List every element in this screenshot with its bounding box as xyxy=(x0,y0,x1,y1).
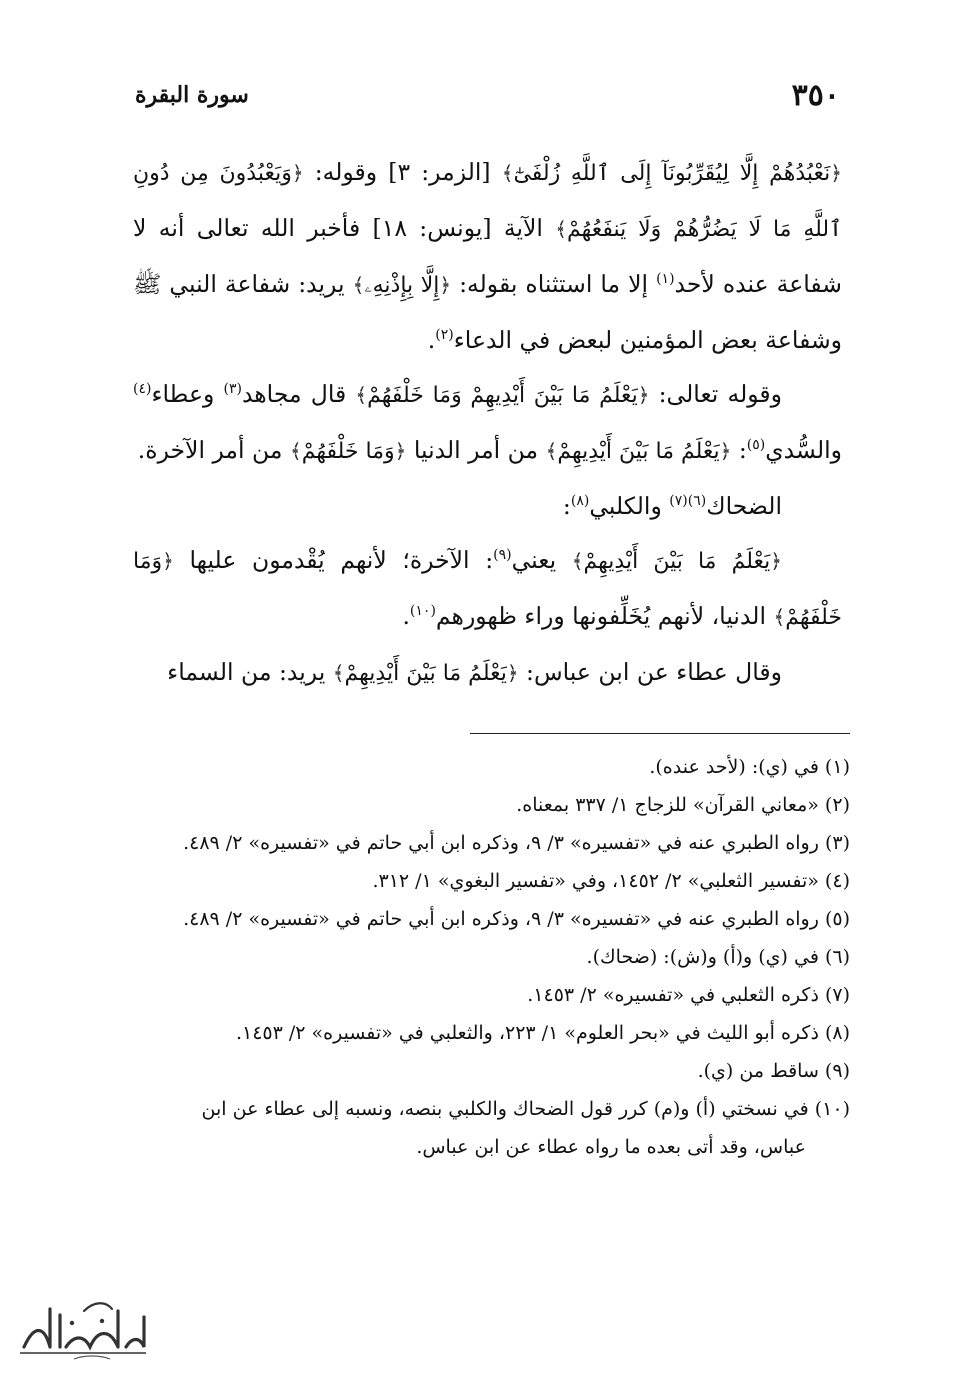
text-span: قال مجاهد xyxy=(241,380,347,408)
page-header xyxy=(135,78,840,118)
text-span: إلا ما استثناه بقوله: xyxy=(459,270,649,298)
quran-verse: إِلَّا بِإِذْنِهِۦ xyxy=(364,273,440,298)
text-span: : الآخرة؛ لأنهم يُقْدمون عليها xyxy=(189,546,494,574)
quran-brace-close-icon: ﴾ xyxy=(332,661,345,685)
footnote-9: (٩) ساقط من (ي). xyxy=(697,1060,850,1082)
footnote-ref[interactable]: (٨) xyxy=(570,493,590,510)
quran-brace-open-icon: ﴿ xyxy=(394,439,407,463)
quran-brace-open-icon: ﴿ xyxy=(637,383,650,407)
footnote-ref[interactable]: (٤) xyxy=(133,381,152,398)
footnote-3: (٣) رواه الطبري عنه في «تفسيره» ٣/ ٩، وذكره ابن أبي حاتم في «تفسيره» ٢/ ٤٨٩. xyxy=(183,832,850,854)
paragraph-4 xyxy=(133,533,842,645)
quran-brace-close-icon: ﴾ xyxy=(355,383,368,407)
text-span: يريد: شفاعة النبي ﷺ وشفاعة بعض المؤمنين لبعض في الدعاء xyxy=(133,270,842,354)
quran-brace-open-icon: ﴿ xyxy=(830,161,842,185)
quran-brace-open-icon: ﴿ xyxy=(719,439,732,463)
footnote-ref[interactable]: (٢) xyxy=(435,327,454,344)
text-span: [الزمر: ٣] وقوله: xyxy=(314,158,491,186)
footnote-ref[interactable]: (٧) xyxy=(669,493,688,510)
text-span: وقوله تعالى: xyxy=(658,380,782,408)
quran-verse: وَمَا خَلْفَهُمْ xyxy=(301,439,395,464)
quran-verse: يَعْلَمُ مَا بَيْنَ أَيْدِيهِمْ xyxy=(583,549,771,574)
quran-brace-close-icon: ﴾ xyxy=(501,161,514,185)
quran-brace-close-icon: ﴾ xyxy=(545,439,558,463)
text-span: والسُّدي xyxy=(765,436,842,464)
text-span: . xyxy=(402,602,410,630)
paragraph-2 xyxy=(133,367,842,479)
footnote-ref[interactable]: (١٠) xyxy=(409,603,436,620)
footnote-7: (٧) ذكره الثعلبي في «تفسيره» ٢/ ١٤٥٣. xyxy=(527,984,850,1006)
text-span: من أمر الدنيا xyxy=(413,436,539,464)
footnote-5: (٥) رواه الطبري عنه في «تفسيره» ٣/ ٩، وذكره ابن أبي حاتم في «تفسيره» ٢/ ٤٨٩. xyxy=(183,908,850,930)
footnote-ref[interactable]: (٦) xyxy=(687,493,707,510)
quran-brace-open-icon: ﴿ xyxy=(162,549,174,573)
footnote-6: (٦) في (ي) و(أ) و(ش): (ضحاك). xyxy=(586,946,850,968)
quran-verse: نَعْبُدُهُمْ إِلَّا لِيُقَرِّبُونَآ إِلَى ٱللَّهِ زُلْفَىٰٓ xyxy=(513,161,831,186)
footnote-1: (١) في (ي): (لأحد عنده). xyxy=(649,756,850,778)
main-text xyxy=(133,145,842,701)
page-number: ٣٥٠ xyxy=(791,78,840,113)
footnote-2: (٢) «معاني القرآن» للزجاج ١/ ٣٣٧ بمعناه. xyxy=(516,794,850,816)
quran-verse: وَيَعْبُدُونَ مِن دُونِ ٱللَّهِ مَا لَا يَضُرُّهُمْ وَلَا يَنفَعُهُمْ xyxy=(133,161,842,242)
paragraph-1 xyxy=(133,145,842,367)
quran-brace-close-icon: ﴾ xyxy=(289,439,302,463)
quran-brace-close-icon: ﴾ xyxy=(571,549,584,573)
quran-brace-open-icon: ﴿ xyxy=(439,273,452,297)
footnotes xyxy=(133,748,850,1166)
text-span: : xyxy=(738,436,747,464)
footnote-ref[interactable]: (٩) xyxy=(493,547,512,564)
text-span: يعني xyxy=(511,546,557,574)
footnote-4: (٤) «تفسير الثعلبي» ٢/ ١٤٥٢، وفي «تفسير البغوي» ١/ ٣١٢. xyxy=(372,870,850,892)
text-span: والكلبي xyxy=(589,492,662,520)
footnote-8: (٨) ذكره أبو الليث في «بحر العلوم» ١/ ٢٢٣، والثعلبي في «تفسيره» ٢/ ١٤٥٣. xyxy=(235,1022,850,1044)
text-span: الآية [يونس: ١٨] فأخبر الله تعالى أنه لا شفاعة عنده لأحد xyxy=(133,214,842,298)
paragraph-3 xyxy=(133,479,842,533)
quran-brace-open-icon: ﴿ xyxy=(506,661,519,685)
text-span: وعطاء xyxy=(151,380,215,408)
quran-verse: يَعْلَمُ مَا بَيْنَ أَيْدِيهِمْ xyxy=(344,661,507,686)
text-span: الضحاك xyxy=(706,492,782,520)
quran-brace-open-icon: ﴿ xyxy=(770,549,782,573)
footnote-ref[interactable]: (٥) xyxy=(746,437,766,454)
surah-title: سورة البقرة xyxy=(135,82,249,108)
text-span: وقال عطاء عن ابن عباس: xyxy=(526,658,782,686)
footnote-ref[interactable]: (١) xyxy=(656,271,675,288)
quran-verse: وَمَا خَلْفَهُمْ xyxy=(133,549,842,630)
text-span: يريد: من السماء xyxy=(167,658,326,686)
quran-brace-close-icon: ﴾ xyxy=(352,273,365,297)
text-span: الدنيا، لأنهم يُخَلِّفونها وراء ظهورهم xyxy=(435,602,766,630)
text-span: : xyxy=(562,492,571,520)
paragraph-5 xyxy=(133,645,842,701)
calligraphy-logo-icon xyxy=(14,1295,154,1365)
quran-brace-close-icon: ﴾ xyxy=(773,605,786,629)
footnote-ref[interactable]: (٣) xyxy=(223,381,242,398)
text-span: . xyxy=(427,326,436,354)
footnote-10: (١٠) في نسختي (أ) و(م) كرر قول الضحاك والكلبي بنصه، ونسبه إلى عطاء عن ابن xyxy=(201,1098,850,1120)
quran-brace-open-icon: ﴿ xyxy=(291,161,304,185)
quran-verse: يَعْلَمُ مَا بَيْنَ أَيْدِيهِمْ xyxy=(557,439,720,464)
quran-brace-close-icon: ﴾ xyxy=(555,217,567,241)
text-span: من أمر الآخرة. xyxy=(137,436,283,464)
quran-verse: يَعْلَمُ مَا بَيْنَ أَيْدِيهِمْ وَمَا خَلْفَهُمْ xyxy=(367,383,638,408)
footnote-10-continuation: عباس، وقد أتى بعده ما رواه عطاء عن ابن عباس. xyxy=(416,1136,806,1158)
footnote-divider xyxy=(470,733,850,734)
